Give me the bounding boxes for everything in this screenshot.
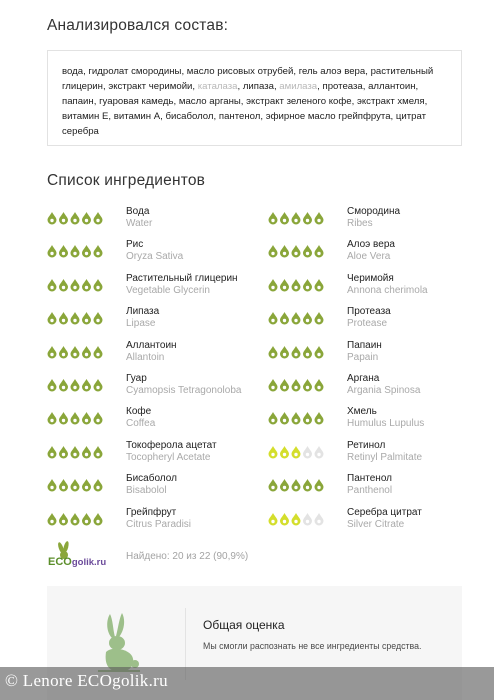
drop-icon — [82, 379, 91, 392]
ingredient-latin: Lipase — [126, 318, 156, 330]
composition-item: экстракт зеленого кофе — [246, 96, 352, 107]
drop-icon — [71, 513, 80, 526]
drop-icon — [269, 312, 278, 325]
drop-icon — [94, 412, 103, 425]
ingredient-name: Вода — [126, 206, 150, 217]
ingredient-name: Пантенол — [347, 473, 392, 485]
drop-icon — [315, 212, 324, 225]
drop-icon — [269, 479, 278, 492]
watermark-text: © Lenore ECOgolik.ru — [5, 671, 168, 690]
ingredient-name: Ретинол — [347, 439, 386, 451]
composition-item: гуаровая камедь — [99, 96, 174, 107]
drop-icon — [292, 513, 301, 526]
ingredient-row[interactable] — [268, 473, 488, 503]
drop-icon — [48, 479, 57, 492]
rating-drops — [268, 211, 328, 225]
drop-icon — [94, 212, 103, 225]
drop-icon — [315, 412, 324, 425]
drop-icon — [59, 212, 68, 224]
drop-icon — [280, 212, 289, 224]
rating-drops — [268, 278, 328, 292]
ingredient-latin: Annona cherimola — [347, 284, 428, 296]
drop-icon — [292, 412, 301, 425]
drop-icon — [303, 412, 312, 425]
drop-icon — [280, 346, 289, 358]
drop-icon — [48, 446, 57, 459]
ingredient-name: Кофе — [126, 406, 152, 418]
drop-icon — [280, 312, 289, 324]
summary-text: Мы смогли распознать не все ингредиенты средства. — [203, 641, 422, 651]
ingredient-latin: Tocopheryl Acetate — [126, 451, 211, 463]
drop-icon — [48, 412, 57, 425]
composition-item: бисаболол — [165, 111, 214, 122]
drop-icon — [269, 212, 278, 225]
ingredient-latin: Vegetable Glycerin — [126, 284, 210, 296]
composition-item: витамин Е — [62, 111, 109, 122]
composition-item: гидролат смородины — [88, 66, 182, 77]
ingredient-row[interactable] — [47, 306, 267, 336]
drop-icon — [303, 212, 312, 225]
rating-drops — [268, 244, 328, 258]
ingredient-row[interactable] — [268, 239, 488, 269]
ingredient-name: Токоферола ацетат — [126, 439, 217, 451]
composition-item: масло арганы — [178, 96, 241, 107]
drop-icon — [71, 312, 80, 325]
composition-item: растительный глицерин — [62, 66, 434, 92]
rating-drops — [47, 211, 107, 225]
ingredient-row[interactable] — [268, 206, 488, 236]
drop-icon — [292, 446, 301, 459]
drop-icon — [71, 412, 80, 425]
ingredient-latin: Retinyl Palmitate — [347, 451, 423, 463]
logo-rest: golik.ru — [71, 557, 107, 568]
drop-icon — [292, 245, 301, 258]
composition-item: экстракт хмеля — [356, 96, 425, 107]
drop-icon — [303, 279, 312, 292]
drop-icon — [280, 513, 289, 525]
ingredient-latin: Panthenol — [347, 485, 393, 497]
ingredient-latin: Coffea — [126, 418, 156, 430]
drop-icon — [71, 446, 80, 459]
ingredient-row[interactable] — [47, 473, 267, 503]
drop-icon — [315, 346, 324, 359]
drop-icon — [82, 212, 91, 225]
drop-icon — [94, 245, 103, 258]
ingredient-row[interactable] — [47, 406, 267, 436]
ingredient-row[interactable] — [47, 273, 267, 303]
ingredient-latin: Bisabolol — [126, 485, 167, 497]
ingredient-row[interactable] — [47, 440, 267, 470]
rating-drops — [47, 478, 107, 492]
ingredient-row[interactable] — [268, 406, 488, 436]
ingredients-title: Список ингредиентов — [47, 172, 206, 189]
rating-drops — [47, 378, 107, 392]
drop-icon — [82, 513, 91, 526]
ingredient-row[interactable] — [268, 440, 488, 470]
drop-icon — [315, 279, 324, 292]
drop-icon — [303, 312, 312, 325]
drop-icon — [71, 279, 80, 292]
drop-icon — [303, 513, 312, 526]
composition-item: цитрат серебра — [62, 111, 426, 137]
rating-drops — [47, 512, 107, 526]
ingredient-name: Алоэ вера — [347, 239, 395, 251]
drop-icon — [59, 245, 68, 257]
drop-icon — [315, 479, 324, 492]
drop-icon — [280, 279, 289, 291]
drop-icon — [59, 379, 68, 391]
ingredient-name: Липаза — [126, 306, 160, 318]
rating-drops — [47, 278, 107, 292]
rating-drops — [268, 512, 328, 526]
rating-drops — [47, 311, 107, 325]
drop-icon — [48, 245, 57, 258]
ingredient-latin: Papain — [347, 351, 379, 363]
drop-icon — [82, 446, 91, 459]
ingredient-latin: Argania Spinosa — [347, 385, 421, 396]
ingredient-row[interactable] — [268, 273, 488, 303]
ingredient-latin: Humulus Lupulus — [347, 418, 425, 430]
drop-icon — [303, 379, 312, 392]
drop-icon — [315, 513, 324, 526]
ingredient-name: Грейпфрут — [126, 506, 177, 518]
ingredient-row[interactable] — [268, 507, 488, 537]
drop-icon — [269, 245, 278, 258]
drop-icon — [59, 312, 68, 324]
ingredient-name: Серебра цитрат — [347, 506, 422, 518]
ingredient-name: Бисаболол — [126, 473, 177, 485]
drop-icon — [94, 346, 103, 359]
composition-item: папаин — [62, 96, 94, 107]
ingredient-name: Хмель — [347, 406, 377, 418]
rating-drops — [268, 311, 328, 325]
composition-item: масло рисовых отрубей — [186, 66, 294, 77]
drop-icon — [48, 279, 57, 292]
ingredient-name: Аллантоин — [126, 339, 177, 351]
drop-icon — [71, 346, 80, 359]
drop-icon — [269, 446, 278, 459]
drop-icon — [280, 479, 289, 491]
drop-icon — [315, 446, 324, 459]
drop-icon — [48, 312, 57, 325]
drop-icon — [71, 479, 80, 492]
composition-item: витамин А — [113, 111, 161, 122]
found-count: Найдено: 20 из 22 (90,9%) — [126, 551, 249, 562]
ingredient-name: Растительный глицерин — [126, 272, 238, 284]
drop-icon — [71, 379, 80, 392]
rating-drops — [268, 445, 328, 459]
drop-icon — [71, 212, 80, 225]
composition-title: Анализировался состав: — [47, 17, 229, 34]
rating-drops — [268, 378, 328, 392]
rating-drops — [268, 478, 328, 492]
drop-icon — [59, 279, 68, 291]
composition-item: пантенол — [218, 111, 261, 122]
drop-icon — [303, 245, 312, 258]
ingredient-row[interactable] — [268, 306, 488, 336]
drop-icon — [292, 279, 301, 292]
ingredient-name: Черимойя — [347, 272, 394, 284]
drop-icon — [48, 379, 57, 392]
drop-icon — [292, 346, 301, 359]
drop-icon — [303, 346, 312, 359]
ingredient-latin: Silver Citrate — [347, 518, 405, 530]
ingredient-latin: Oryza Sativa — [126, 251, 184, 263]
ingredient-row[interactable] — [47, 340, 267, 370]
drop-icon — [292, 379, 301, 392]
composition-item: вода — [62, 66, 84, 77]
drop-icon — [280, 379, 289, 391]
composition-item: аллантоин — [368, 81, 416, 92]
drop-icon — [82, 346, 91, 359]
ingredient-row[interactable] — [47, 206, 267, 236]
drop-icon — [48, 212, 57, 225]
drop-icon — [48, 346, 57, 359]
ingredient-name: Смородина — [347, 206, 401, 217]
ingredient-latin: Cyamopsis Tetragonoloba — [126, 385, 242, 396]
drop-icon — [269, 379, 278, 392]
watermark-bar — [0, 667, 494, 700]
drop-icon — [82, 312, 91, 325]
ingredient-row[interactable] — [47, 373, 267, 403]
ingredient-latin: Ribes — [347, 218, 373, 229]
drop-icon — [48, 513, 57, 526]
drop-icon — [82, 412, 91, 425]
drop-icon — [292, 312, 301, 325]
composition-item: протеаза — [322, 81, 363, 92]
rating-drops — [47, 345, 107, 359]
drop-icon — [303, 446, 312, 459]
rating-drops — [47, 411, 107, 425]
ingredient-latin: Citrus Paradisi — [126, 518, 192, 530]
drop-icon — [59, 346, 68, 358]
drop-icon — [59, 412, 68, 424]
ingredient-row[interactable] — [268, 373, 488, 403]
drop-icon — [82, 279, 91, 292]
drop-icon — [82, 245, 91, 258]
composition-box: вода, гидролат смородины, масло рисовых отрубей, гель алоэ вера, растительный глицерин, экстракт черимойи, каталаза, липаза, амилаза, протеаза, аллантоин, папаин, гуаровая камедь, масло арганы, экстракт зеленого кофе, экстракт хмеля, витамин Е, витамин А, бисаболол, пантенол, эфирное масло грейпфрута, цитрат серебра — [47, 50, 462, 146]
drop-icon — [292, 212, 301, 225]
drop-icon — [303, 479, 312, 492]
drop-icon — [269, 412, 278, 425]
ingredient-latin: Allantoin — [126, 351, 165, 363]
drop-icon — [315, 245, 324, 258]
rating-drops — [47, 445, 107, 459]
ingredient-name: Папаин — [347, 339, 382, 351]
ingredient-row[interactable] — [268, 340, 488, 370]
drop-icon — [94, 279, 103, 292]
drop-icon — [269, 346, 278, 359]
drop-icon — [71, 245, 80, 258]
rabbit-icon — [96, 612, 142, 674]
drop-icon — [269, 279, 278, 292]
drop-icon — [280, 412, 289, 424]
drop-icon — [59, 479, 68, 491]
drop-icon — [59, 513, 68, 525]
composition-item: эфирное масло грейпфрута — [265, 111, 391, 122]
ingredient-latin: Water — [126, 218, 153, 229]
rating-drops — [47, 244, 107, 258]
ingredient-row[interactable] — [47, 507, 267, 537]
rating-drops — [268, 411, 328, 425]
ingredient-name: Гуар — [126, 373, 147, 384]
drop-icon — [280, 446, 289, 458]
ingredient-latin: Aloe Vera — [347, 251, 391, 263]
drop-icon — [59, 446, 68, 458]
drop-icon — [94, 312, 103, 325]
drop-icon — [315, 312, 324, 325]
ingredient-name: Рис — [126, 239, 144, 251]
drop-icon — [94, 479, 103, 492]
drop-icon — [82, 479, 91, 492]
ingredient-name: Протеаза — [347, 306, 391, 318]
drop-icon — [94, 513, 103, 526]
drop-icon — [269, 513, 278, 526]
logo-eco: ECO — [48, 556, 72, 568]
ingredient-name: Аргана — [347, 373, 380, 384]
svg-text:ECOgolik.ru — [48, 556, 106, 568]
drop-icon — [94, 379, 103, 392]
composition-item: амилаза — [279, 81, 318, 92]
composition-item: гель алоэ вера — [298, 66, 366, 77]
ingredient-latin: Protease — [347, 318, 388, 330]
composition-item: каталаза — [197, 81, 238, 92]
composition-item: липаза — [242, 81, 274, 92]
drop-icon — [292, 479, 301, 492]
rating-drops — [268, 345, 328, 359]
ingredient-row[interactable] — [47, 239, 267, 269]
composition-item: экстракт черимойи — [108, 81, 193, 92]
summary-title: Общая оценка — [203, 618, 285, 632]
ecogolik-logo[interactable] — [47, 540, 115, 570]
drop-icon — [315, 379, 324, 392]
drop-icon — [280, 245, 289, 257]
drop-icon — [94, 446, 103, 459]
